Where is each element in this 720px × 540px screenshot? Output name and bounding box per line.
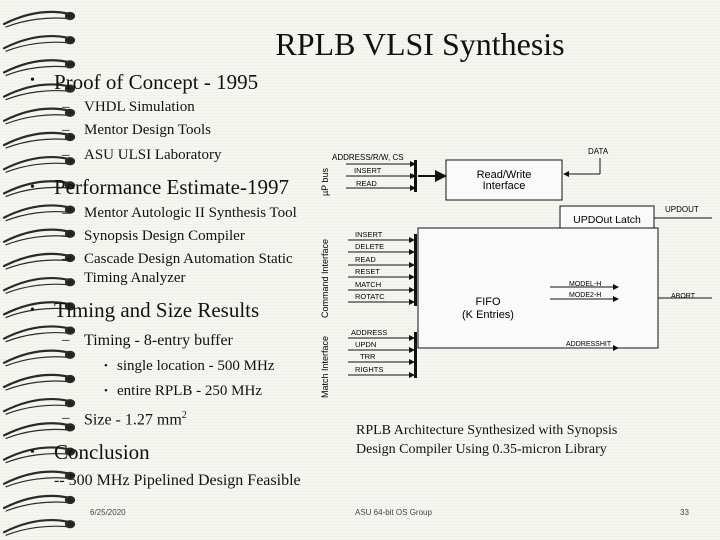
input-label: READ <box>356 179 377 188</box>
dash-icon: – <box>62 99 70 115</box>
sub-item: ASU ULSI Laboratory <box>84 147 222 163</box>
updout-latch-label: UPDOut Latch <box>573 214 641 226</box>
cmd-label: MATCH <box>355 280 382 289</box>
cmd-label: READ <box>355 255 376 264</box>
dash-icon: – <box>62 147 70 163</box>
bullet-performance-estimate: Performance Estimate-1997 <box>54 175 289 199</box>
bullet-icon: • <box>30 180 35 195</box>
caption-line: RPLB Architecture Synthesized with Synopsis <box>356 423 618 438</box>
input-label: ADDRESS/R/W, CS <box>332 153 404 162</box>
rw-box-line1: Read/Write <box>476 169 532 181</box>
match-label: ADDRESS <box>351 328 388 337</box>
bus-label-up: µP bus <box>320 167 330 196</box>
addresshit-label: ADDRESSHIT <box>566 341 612 348</box>
sub-item: Synopsis Design Compiler <box>84 228 245 244</box>
cmd-label: DELETE <box>355 242 385 251</box>
mode-label: MODE2-H <box>569 292 602 299</box>
subsub-item: entire RPLB - 250 MHz <box>117 383 262 399</box>
bullet-icon: • <box>104 385 108 397</box>
match-label: RIGHTS <box>355 365 384 374</box>
diagram-caption <box>356 421 617 459</box>
dash-icon: – <box>62 251 70 267</box>
bullet-proof-of-concept: Proof of Concept - 1995 <box>54 70 259 94</box>
bullet-icon: • <box>104 360 108 372</box>
caption-line: Design Compiler Using 0.35-micron Library <box>356 442 607 457</box>
spiral-hole <box>66 521 74 527</box>
mode-label: MODEL-H <box>569 281 602 288</box>
updout-label: UPDOUT <box>665 205 699 214</box>
cmd-label: RESET <box>355 267 381 276</box>
bullet-timing-size: Timing and Size Results <box>54 298 260 322</box>
fifo-label: FIFO <box>475 296 501 308</box>
fifo-box <box>418 228 658 348</box>
dash-icon: – <box>62 122 70 138</box>
cmd-label: INSERT <box>355 230 383 239</box>
sub-item: Mentor Autologic II Synthesis Tool <box>84 205 297 221</box>
sub-item-size: Size - 1.27 $mm^2$ <box>84 410 187 429</box>
bus-label-command: Command Interface <box>320 238 330 318</box>
sub-item: Mentor Design Tools <box>84 122 212 138</box>
bullet-icon: • <box>30 445 35 460</box>
bullet-conclusion: Conclusion <box>54 440 150 464</box>
fifo-sublabel: (K Entries) <box>462 309 514 321</box>
dash-icon: – <box>62 410 70 426</box>
footer-page-number: 33 <box>680 508 689 517</box>
sub-item: Cascade Design Automation Static <box>84 251 293 267</box>
dash-icon: – <box>62 228 70 244</box>
footer-group: ASU 64-bit OS Group <box>355 508 432 517</box>
spiral-hole <box>66 13 74 19</box>
conclusion-text: -- 500 MHz Pipelined Design Feasible <box>54 472 301 489</box>
slide-title: RPLB VLSI Synthesis <box>275 26 565 62</box>
input-label: INSERT <box>354 166 382 175</box>
spiral-hole <box>66 376 74 382</box>
architecture-diagram <box>318 148 718 408</box>
cmd-label: ROTATC <box>355 292 385 301</box>
sub-item: VHDL Simulation <box>84 99 195 115</box>
match-label: TRR <box>360 352 376 361</box>
sub-item: Timing Analyzer <box>84 270 186 286</box>
dash-icon: – <box>62 332 70 348</box>
spiral-hole <box>66 352 74 358</box>
data-label: DATA <box>588 148 609 156</box>
spiral-hole <box>66 497 74 503</box>
subsub-item: single location - 500 MHz <box>117 358 275 374</box>
spiral-hole <box>66 400 74 406</box>
bullet-icon: • <box>30 303 35 318</box>
rw-box-line2: Interface <box>482 180 526 192</box>
sub-item: Timing - 8-entry buffer <box>84 332 233 349</box>
match-label: UPDN <box>355 340 377 349</box>
dash-icon: – <box>62 205 70 221</box>
abort-label: ABORT <box>671 293 695 300</box>
bullet-icon: • <box>30 73 35 88</box>
footer-date: 6/25/2020 <box>90 508 126 517</box>
spiral-hole <box>66 279 74 285</box>
bus-label-match: Match Interface <box>320 335 330 398</box>
